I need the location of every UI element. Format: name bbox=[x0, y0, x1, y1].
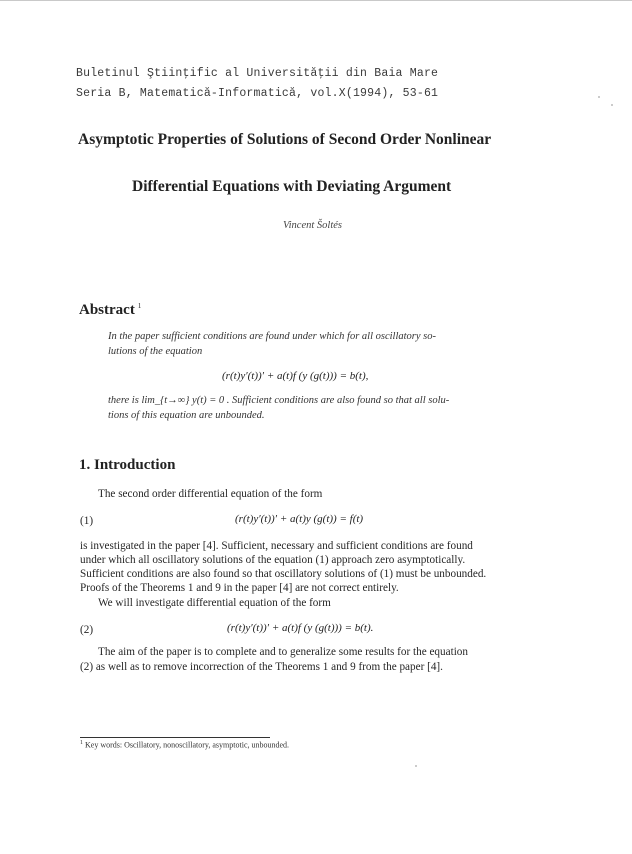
author-name: Vincent Šoltés bbox=[283, 220, 342, 231]
journal-header-line-2: Seria B, Matematică-Informatică, vol.X(1994), 53-61 bbox=[76, 87, 439, 100]
equation-1: (r(t)y′(t))′ + a(t)y (g(t)) = f(t) bbox=[235, 513, 364, 525]
abstract-footnote-mark: 1 bbox=[137, 302, 142, 310]
paper-title-line-1: Asymptotic Properties of Solutions of Second Order Nonlinear bbox=[78, 131, 492, 148]
journal-header-line-1: Buletinul Ştiinţific al Universităţii din Baia Mare bbox=[76, 67, 439, 80]
equation-1-label: (1) bbox=[80, 515, 94, 527]
paper-title-line-2: Differential Equations with Deviating Argument bbox=[132, 178, 452, 195]
intro-paragraph-4-line-2: (2) as well as to remove incorrection of the Theorems 1 and 9 from the paper [4]. bbox=[80, 661, 443, 673]
intro-paragraph-2-line-2: under which all oscillatory solutions of the equation (1) approach zero asymptotically. bbox=[80, 554, 466, 566]
footnote-text: Key words: Oscillatory, nonoscillatory, asymptotic, unbounded. bbox=[85, 740, 290, 750]
abstract-equation: (r(t)y′(t))′ + a(t)f (y (g(t))) = b(t), bbox=[222, 370, 369, 382]
scan-speck bbox=[598, 96, 600, 98]
footnote-mark: 1 bbox=[80, 740, 83, 746]
abstract-text-line-3: there is lim_{t→∞} y(t) = 0 . Sufficient conditions are also found so that all solu- bbox=[108, 395, 450, 406]
abstract-text-line-2: lutions of the equation bbox=[108, 346, 203, 357]
scan-speck bbox=[611, 104, 613, 106]
intro-paragraph-1: The second order differential equation of the form bbox=[98, 488, 323, 500]
page-top-edge bbox=[0, 0, 632, 1]
abstract-heading bbox=[79, 302, 141, 319]
equation-2: (r(t)y′(t))′ + a(t)f (y (g(t))) = b(t). bbox=[227, 622, 374, 634]
footnote bbox=[80, 740, 289, 750]
equation-2-label: (2) bbox=[80, 624, 94, 636]
intro-paragraph-3: We will investigate differential equation of the form bbox=[98, 597, 331, 609]
intro-paragraph-2-line-3: Sufficient conditions are also found so that oscillatory solutions of (1) must be unbounded. bbox=[80, 568, 487, 580]
intro-paragraph-2-line-1: is investigated in the paper [4]. Sufficient, necessary and sufficient conditions are found bbox=[80, 540, 473, 552]
abstract-text-line-1: In the paper sufficient conditions are found under which for all oscillatory so- bbox=[108, 331, 436, 342]
footnote-rule bbox=[80, 737, 270, 738]
abstract-heading-text: Abstract bbox=[79, 302, 135, 318]
intro-paragraph-4-line-1: The aim of the paper is to complete and to generalize some results for the equation bbox=[98, 646, 468, 658]
section-heading-introduction: 1. Introduction bbox=[79, 457, 176, 473]
scan-speck bbox=[415, 765, 417, 767]
abstract-text-line-4: tions of this equation are unbounded. bbox=[108, 410, 265, 421]
intro-paragraph-2-line-4: Proofs of the Theorems 1 and 9 in the paper [4] are not correct entirely. bbox=[80, 582, 399, 594]
